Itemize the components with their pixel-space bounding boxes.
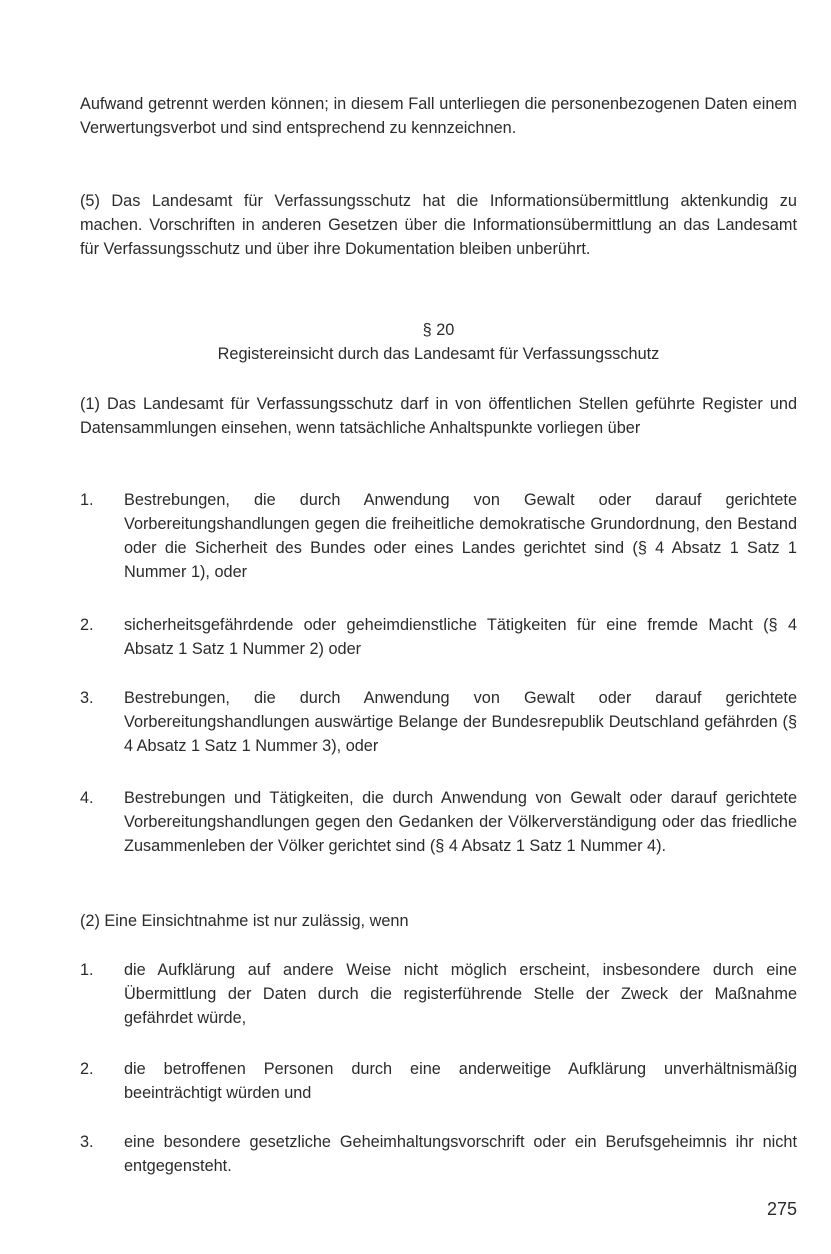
list1-item-4: [80, 786, 797, 858]
section-title: Registereinsicht durch das Landesamt für Verfassungsschutz: [217, 345, 660, 363]
list1-item-4-number: 4.: [80, 789, 94, 807]
list2-item-3-text: eine besondere gesetzliche Geheimhaltungsvorschrift oder ein Berufsgeheimnis ihr nicht entgegensteht.: [124, 1133, 797, 1175]
list1-item-3-text: Bestrebungen, die durch Anwendung von Gewalt oder darauf gerichtete Vorbereitungshandlungen auswärtige Belange der Bundesrepublik Deutschland gefährden (§ 4 Absatz 1 Satz 1 Nummer 3), oder: [124, 689, 797, 755]
page-number: 275: [766, 1199, 797, 1219]
section-paragraph-2: (2) Eine Einsichtnahme ist nur zulässig, wenn: [80, 912, 409, 930]
section-paragraph-1: (1) Das Landesamt für Verfassungsschutz darf in von öffentlichen Stellen geführte Register und Datensammlungen einsehen, wenn tatsächliche Anhaltspunkte vorliegen über: [80, 395, 797, 437]
list2-item-2-number: 2.: [80, 1060, 94, 1078]
list2-item-2-text: die betroffenen Personen durch eine anderweitige Aufklärung unverhältnismäßig beeinträchtigt würden und: [124, 1060, 797, 1102]
list1-item-3: [80, 686, 797, 758]
list1-item-3-number: 3.: [80, 689, 94, 707]
list2-item-1: [80, 958, 797, 1030]
list1-item-1-text: Bestrebungen, die durch Anwendung von Gewalt oder darauf gerichtete Vorbereitungshandlungen gegen die freiheitliche demokratische Grundordnung, den Bestand oder die Sicherheit des Bundes oder eines Landes gerichtet sind (§ 4 Absatz 1 Satz 1 Nummer 1), oder: [124, 491, 797, 581]
list1-item-2: [80, 613, 797, 661]
list1-item-4-text: Bestrebungen und Tätigkeiten, die durch Anwendung von Gewalt oder darauf gerichtete Vorbereitungshandlungen gegen den Gedanken der Völkerverständigung oder das friedliche Zusammenleben der Völker gerichtet sind (§ 4 Absatz 1 Satz 1 Nummer 4).: [124, 789, 797, 855]
paragraph-5: (5) Das Landesamt für Verfassungsschutz hat die Informationsübermittlung aktenkundig zu machen. Vorschriften in anderen Gesetzen über die Informationsübermittlung an das Landesamt für Verfassungsschutz und über ihre Dokumentation bleiben unberührt.: [80, 192, 797, 258]
list2-item-2: [80, 1057, 797, 1105]
list1-item-2-text: sicherheitsgefährdende oder geheimdienstliche Tätigkeiten für eine fremde Macht (§ 4 Absatz 1 Satz 1 Nummer 2) oder: [124, 616, 797, 658]
list1-item-2-number: 2.: [80, 616, 94, 634]
list1-item-1: [80, 488, 797, 584]
list1-item-1-number: 1.: [80, 491, 94, 509]
list2-item-3-number: 3.: [80, 1133, 94, 1151]
section-number: § 20: [422, 321, 455, 339]
intro-paragraph: Aufwand getrennt werden können; in diesem Fall unterliegen die personenbezogenen Daten einem Verwertungsverbot und sind entsprechend zu kennzeichnen.: [80, 95, 797, 137]
list2-item-1-number: 1.: [80, 961, 94, 979]
list2-item-1-text: die Aufklärung auf andere Weise nicht möglich erscheint, insbesondere durch eine Übermittlung der Daten durch die registerführende Stelle der Zweck der Maßnahme gefährdet würde,: [124, 961, 797, 1027]
list2-item-3: [80, 1130, 797, 1178]
